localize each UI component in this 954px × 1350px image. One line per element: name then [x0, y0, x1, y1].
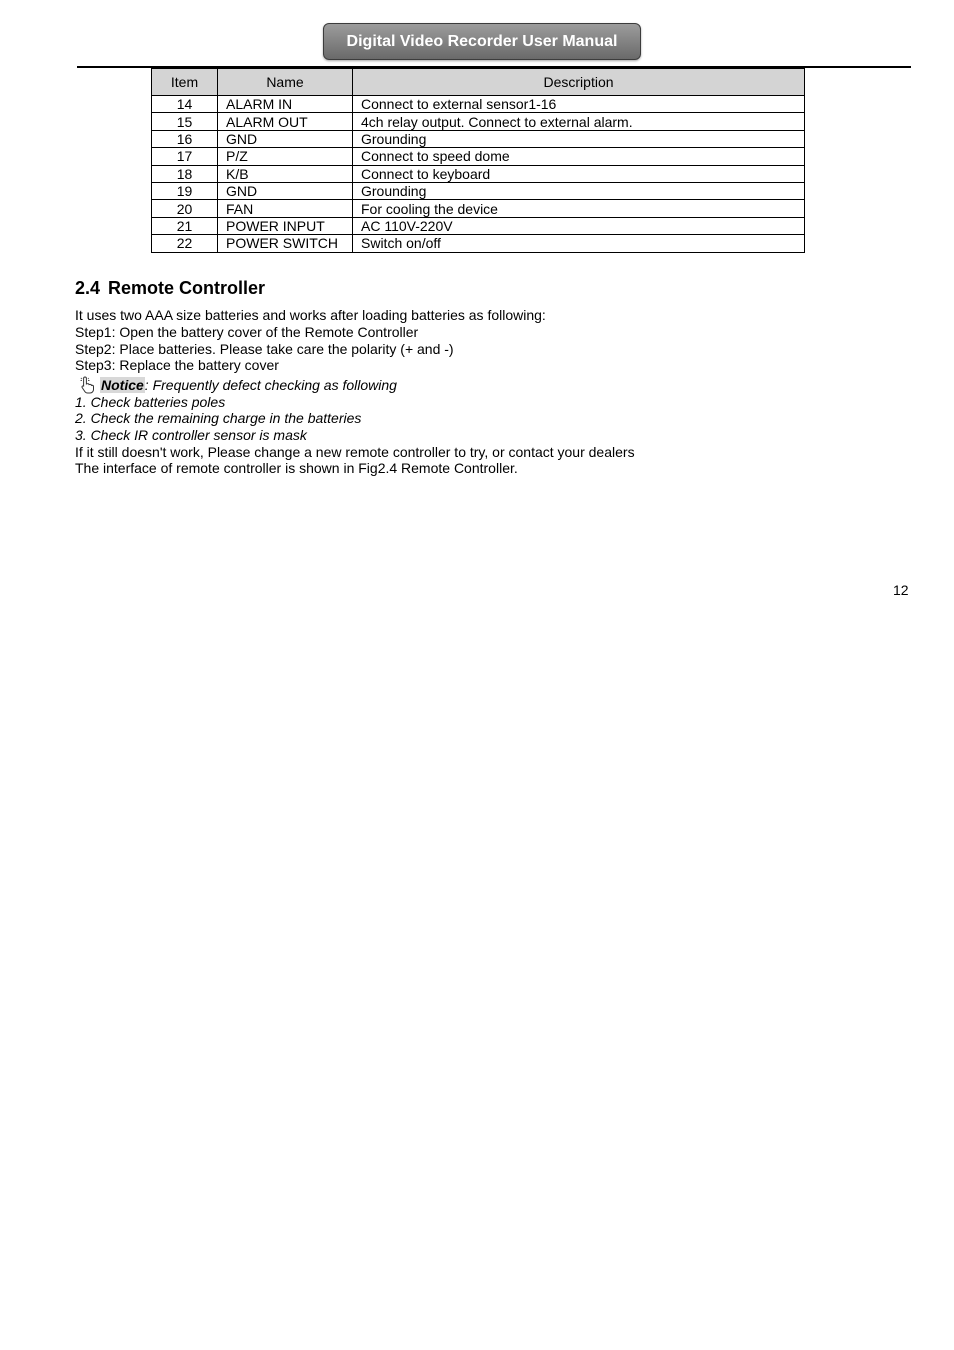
closing-line: If it still doesn't work, Please change a new remote controller to try, or contact your dealers [75, 444, 635, 460]
section-heading [75, 278, 265, 299]
column-header-description: Description [353, 69, 805, 96]
description-cell: For cooling the device [353, 200, 805, 217]
notice-line [78, 375, 397, 395]
description-cell: Connect to keyboard [353, 165, 805, 182]
name-cell: K/B [218, 165, 353, 182]
item-cell: 18 [152, 165, 218, 182]
step-line: Step3: Replace the battery cover [75, 357, 279, 373]
description-cell: Grounding [353, 182, 805, 199]
description-cell: Grounding [353, 130, 805, 147]
name-cell: P/Z [218, 148, 353, 165]
table-row [152, 217, 805, 234]
table-row [152, 130, 805, 147]
description-cell: 4ch relay output. Connect to external alarm. [353, 113, 805, 130]
description-cell: Switch on/off [353, 235, 805, 252]
name-cell: POWER SWITCH [218, 235, 353, 252]
description-cell: Connect to external sensor1-16 [353, 96, 805, 113]
table-row [152, 113, 805, 130]
rear-panel-table [151, 68, 805, 253]
page-number: 12 [893, 582, 909, 598]
notice-text: : Frequently defect checking as following [144, 377, 397, 393]
column-header-name: Name [218, 69, 353, 96]
name-cell: ALARM IN [218, 96, 353, 113]
name-cell: POWER INPUT [218, 217, 353, 234]
item-cell: 22 [152, 235, 218, 252]
name-cell: FAN [218, 200, 353, 217]
section-title: Remote Controller [108, 278, 266, 298]
description-cell: AC 110V-220V [353, 217, 805, 234]
section-number: 2.4 [75, 278, 101, 298]
column-header-item: Item [152, 69, 218, 96]
step-line: Step2: Place batteries. Please take care the polarity (+ and -) [75, 341, 454, 357]
name-cell: ALARM OUT [218, 113, 353, 130]
table-row [152, 200, 805, 217]
item-cell: 15 [152, 113, 218, 130]
item-cell: 16 [152, 130, 218, 147]
table-row [152, 165, 805, 182]
manual-title: Digital Video Recorder User Manual [346, 32, 618, 50]
name-cell: GND [218, 182, 353, 199]
closing-line: The interface of remote controller is shown in Fig2.4 Remote Controller. [75, 460, 518, 476]
intro-paragraph: It uses two AAA size batteries and works after loading batteries as following: [75, 307, 546, 323]
check-item: 2. Check the remaining charge in the batteries [75, 410, 362, 426]
step-line: Step1: Open the battery cover of the Remote Controller [75, 324, 419, 340]
table-row [152, 148, 805, 165]
table-header-row [152, 69, 805, 96]
item-cell: 14 [152, 96, 218, 113]
check-item: 3. Check IR controller sensor is mask [75, 427, 307, 443]
pointing-hand-icon [78, 375, 98, 395]
item-cell: 20 [152, 200, 218, 217]
check-item: 1. Check batteries poles [75, 394, 226, 410]
item-cell: 17 [152, 148, 218, 165]
description-cell: Connect to speed dome [353, 148, 805, 165]
item-cell: 21 [152, 217, 218, 234]
table-row [152, 96, 805, 113]
notice-label: Notice [101, 377, 144, 393]
name-cell: GND [218, 130, 353, 147]
table-row [152, 235, 805, 252]
manual-title-badge [323, 23, 641, 60]
table-row [152, 182, 805, 199]
item-cell: 19 [152, 182, 218, 199]
